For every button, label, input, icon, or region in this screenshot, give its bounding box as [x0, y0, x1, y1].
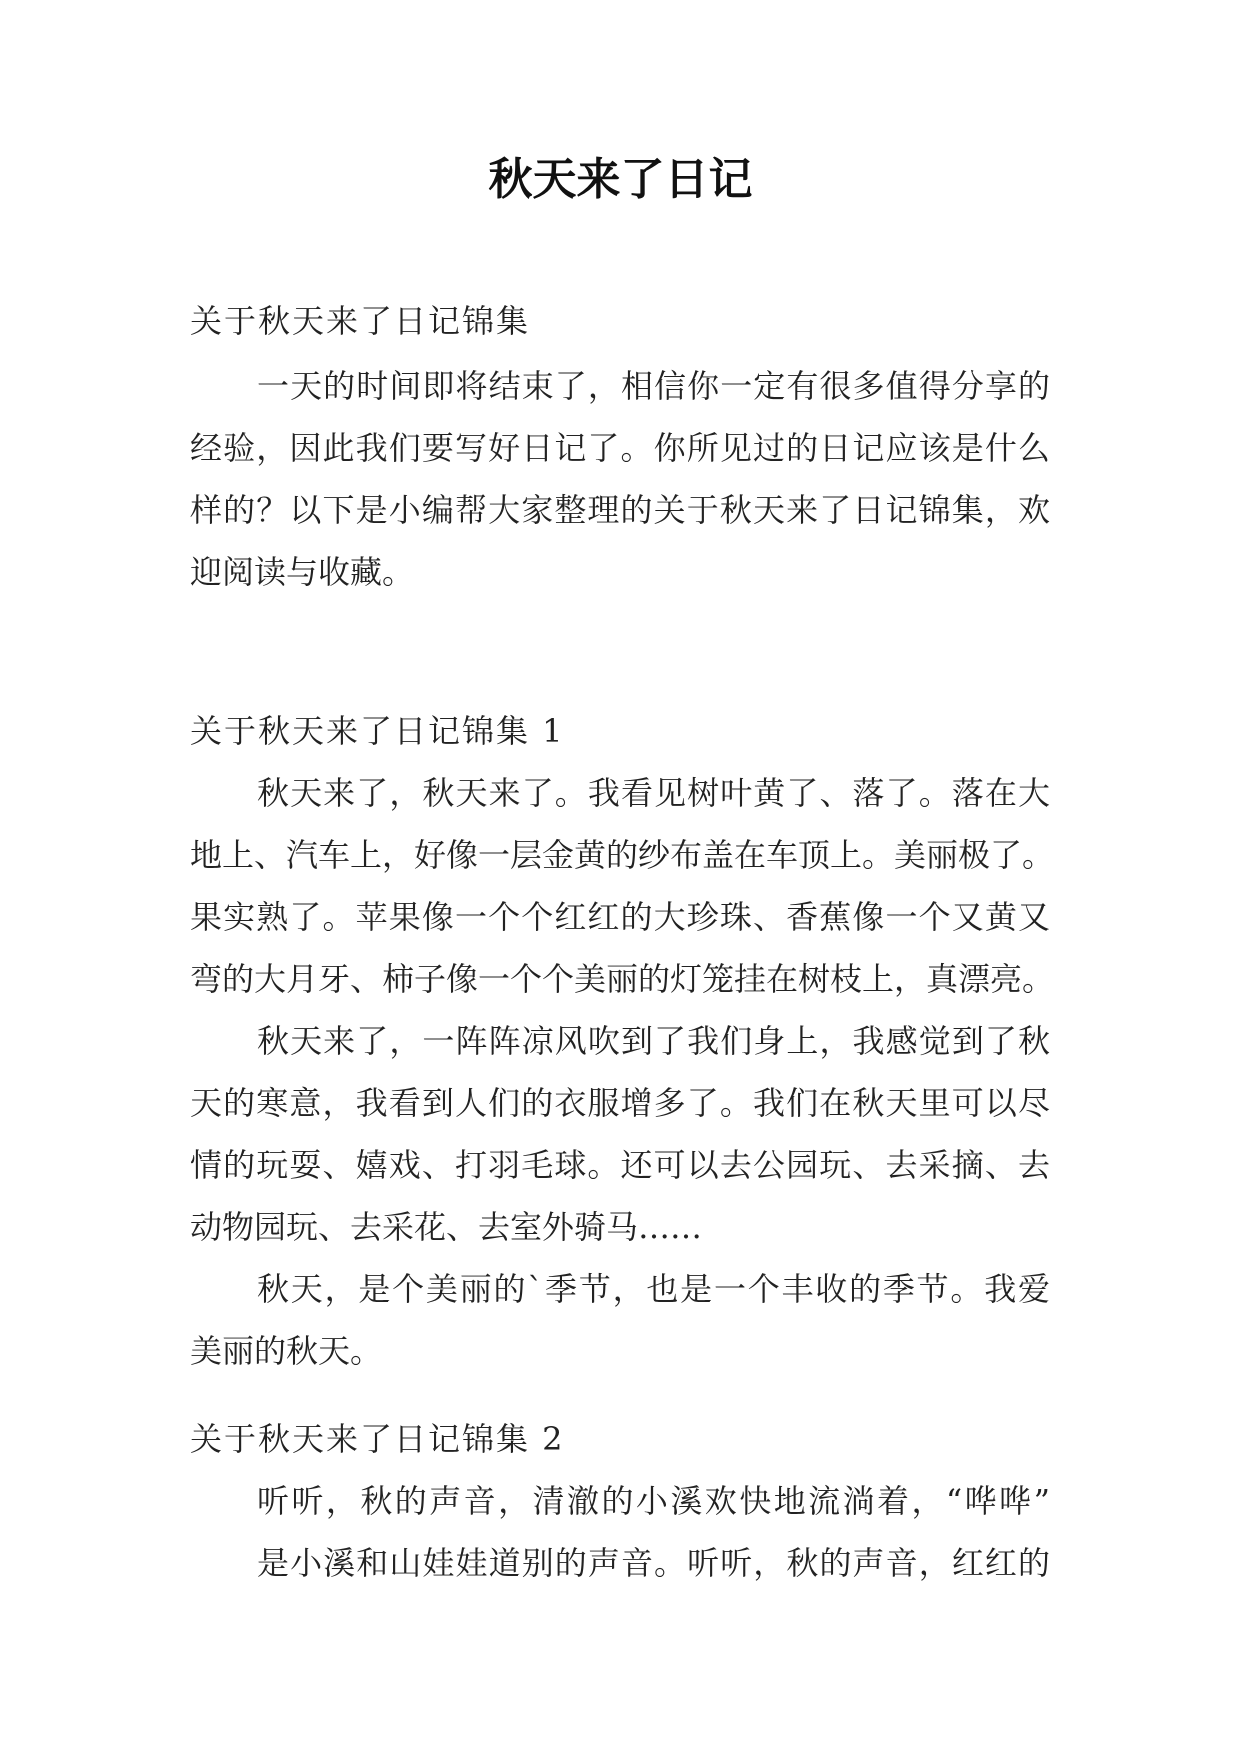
intro-line: 经验，因此我们要写好日记了。你所见过的日记应该是什么	[190, 429, 1050, 467]
section-1	[190, 700, 1055, 1382]
section-2	[190, 1408, 1050, 1594]
paragraph-line: 果实熟了。苹果像一个个红红的大珍珠、香蕉像一个又黄又	[190, 898, 1050, 936]
paragraph-line: 天的寒意，我看到人们的衣服增多了。我们在秋天里可以尽	[190, 1084, 1050, 1122]
intro-line: 迎阅读与收藏。	[190, 553, 415, 591]
paragraph-line: 地上、汽车上，好像一层金黄的纱布盖在车顶上。美丽极了。	[190, 836, 1055, 874]
section-heading: 关于秋天来了日记锦集 2	[190, 1420, 565, 1458]
intro-paragraph	[190, 355, 1050, 603]
paragraph-line: 秋天，是个美丽的`季节，也是一个丰收的季节。我爱	[257, 1270, 1050, 1308]
paragraph-line: 动物园玩、去采花、去室外骑马……	[190, 1208, 703, 1246]
paragraph-line: 秋天来了，秋天来了。我看见树叶黄了、落了。落在大	[257, 774, 1050, 812]
document-subtitle-block	[190, 290, 1050, 352]
document-title: 秋天来了日记	[488, 154, 753, 205]
intro-line: 一天的时间即将结束了，相信你一定有很多值得分享的	[257, 367, 1050, 405]
paragraph-line: 弯的大月牙、柿子像一个个美丽的灯笼挂在树枝上，真漂亮。	[190, 960, 1055, 998]
section-heading: 关于秋天来了日记锦集 1	[190, 712, 565, 750]
document-subtitle: 关于秋天来了日记锦集	[190, 302, 531, 340]
paragraph-line: 情的玩耍、嬉戏、打羽毛球。还可以去公园玩、去采摘、去	[190, 1146, 1050, 1184]
paragraph-line: 秋天来了，一阵阵凉风吹到了我们身上，我感觉到了秋	[257, 1022, 1050, 1060]
intro-line: 样的？以下是小编帮大家整理的关于秋天来了日记锦集，欢	[190, 491, 1050, 529]
paragraph-line: 是小溪和山娃娃道别的声音。听听，秋的声音，红红的	[257, 1544, 1050, 1582]
paragraph-line: 听听，秋的声音，清澈的小溪欢快地流淌着，“哗哗”	[257, 1482, 1050, 1520]
paragraph-line: 美丽的秋天。	[190, 1332, 383, 1370]
